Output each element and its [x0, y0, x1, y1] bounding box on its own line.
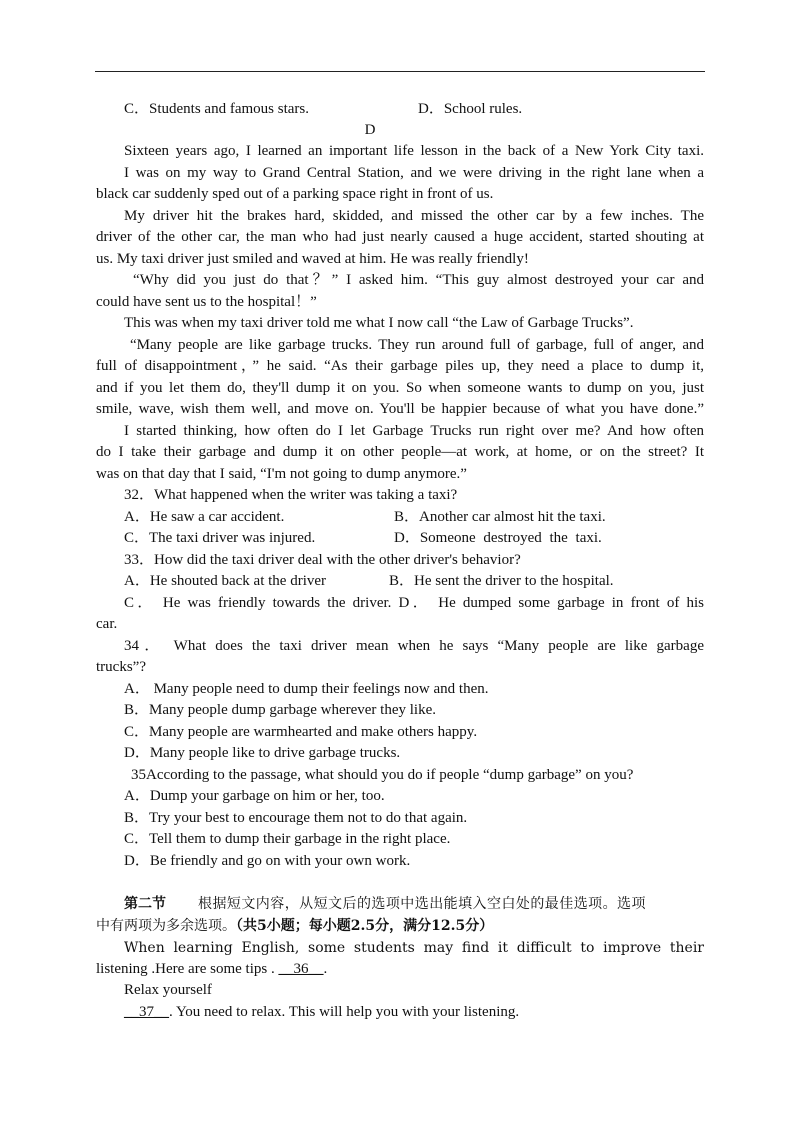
question-35-stem: 35According to the passage, what should you do if people “dump garbage” on you?	[131, 767, 634, 783]
passage-line: I started thinking, how often do I let Garbage Trucks run right over me? And how often	[124, 423, 704, 439]
question-35-option-c: C．Tell them to dump their garbage in the right place.	[124, 831, 451, 847]
question-33-option-a: A．He shouted back at the driver	[124, 573, 327, 589]
passage-line: black car suddenly sped out of a parking space right in front of us.	[96, 186, 494, 202]
question-34-stem-cont: trucks”?	[96, 659, 146, 675]
section-2-paragraph: When learning English, some students may find it difficult to improve their	[124, 940, 704, 956]
passage-line: was on that day that I said, “I'm not going to dump anymore.”	[96, 466, 467, 482]
question-32-option-a: A．He saw a car accident.	[124, 509, 285, 525]
passage-line: I was on my way to Grand Central Station, and we were driving in the right lane when a	[124, 165, 704, 181]
subheading-relax: Relax yourself	[124, 982, 212, 998]
passage-line: “Why did you just do that？” I asked him. “This guy almost destroyed your car and	[133, 272, 704, 288]
question-34-option-b: B．Many people dump garbage wherever they like.	[124, 702, 436, 718]
question-33-option-b: B．He sent the driver to the hospital.	[389, 573, 614, 589]
section-2-paragraph-cont	[96, 959, 327, 979]
section-2-instruction-text: 中有两项为多余选项。	[96, 918, 236, 934]
section-2-scoring: （共5小题；每小题2.5分，满分12.5分）	[236, 918, 494, 934]
passage-line: “Many people are like garbage trucks. They run around full of garbage, full of anger, and	[130, 337, 704, 353]
question-34-stem: 34． What does the taxi driver mean when he says “Many people are like garbage	[124, 638, 704, 654]
question-32-option-d: D．Someone destroyed the taxi.	[394, 530, 602, 546]
question-35-option-a: A．Dump your garbage on him or her, too.	[124, 788, 385, 804]
question-33-stem: 33．How did the taxi driver deal with the other driver's behavior?	[124, 552, 521, 568]
header-rule	[95, 71, 705, 72]
passage-line: This was when my taxi driver told me what I now call “the Law of Garbage Trucks”.	[124, 315, 634, 331]
passage-line: do I take their garbage and dump it on other people—at work, at home, or on the street? It	[96, 444, 704, 460]
passage-line: Sixteen years ago, I learned an important life lesson in the back of a New York City taxi.	[124, 143, 704, 159]
question-34-option-c: C．Many people are warmhearted and make others happy.	[124, 724, 478, 740]
passage-line: My driver hit the brakes hard, skidded, and missed the other car by a few inches. The	[124, 208, 704, 224]
question-33-options-cd-cont: car.	[96, 616, 118, 632]
question-34-option-a: A． Many people need to dump their feelings now and then.	[124, 681, 489, 697]
section-2-instruction: 根据短文内容，从短文后的选项中选出能填入空白处的最佳选项。选项	[198, 896, 646, 912]
question-34-option-d: D．Many people like to drive garbage trucks.	[124, 745, 401, 761]
passage-line: smile, wave, wish them well, and move on. You'll be happier because of what you have done.”	[96, 401, 704, 417]
blank-37: __37__	[124, 1004, 169, 1020]
question-32-option-c: C．The taxi driver was injured.	[124, 530, 316, 546]
blank-36: __36__	[278, 961, 324, 977]
question-35-option-b: B．Try your best to encourage them not to do that again.	[124, 810, 468, 826]
prev-option-d: D．School rules.	[418, 101, 523, 117]
passage-line: and if you let them do, they'll dump it on you. So when someone wants to dump on you, just	[96, 380, 704, 396]
section-2-paragraph-text: listening .Here are some tips .	[96, 961, 275, 977]
section-2-paragraph-2-text: . You need to relax. This will help you with your listening.	[169, 1004, 520, 1020]
section-2-instruction-cont	[96, 916, 493, 936]
passage-label: D	[364, 122, 376, 138]
passage-line: us. My taxi driver just smiled and waved at him. He was really friendly!	[96, 251, 529, 267]
question-32-option-b: B．Another car almost hit the taxi.	[394, 509, 606, 525]
section-2-paragraph-2	[124, 1002, 519, 1022]
passage-line: could have sent us to the hospital！”	[96, 294, 317, 310]
passage-line: full of disappointment，” he said. “As their garbage piles up, they need a place to dump it,	[96, 358, 704, 374]
period: .	[323, 961, 328, 977]
prev-option-c: C．Students and famous stars.	[124, 101, 309, 117]
question-32-stem: 32．What happened when the writer was taking a taxi?	[124, 487, 458, 503]
question-35-option-d: D．Be friendly and go on with your own work.	[124, 853, 411, 869]
passage-line: driver of the other car, the man who had just nearly caused a huge accident, started shouting at	[96, 229, 704, 245]
question-33-options-cd: C． He was friendly towards the driver. D． He dumped some garbage in front of his	[124, 595, 704, 611]
section-2-heading: 第二节	[124, 896, 166, 912]
